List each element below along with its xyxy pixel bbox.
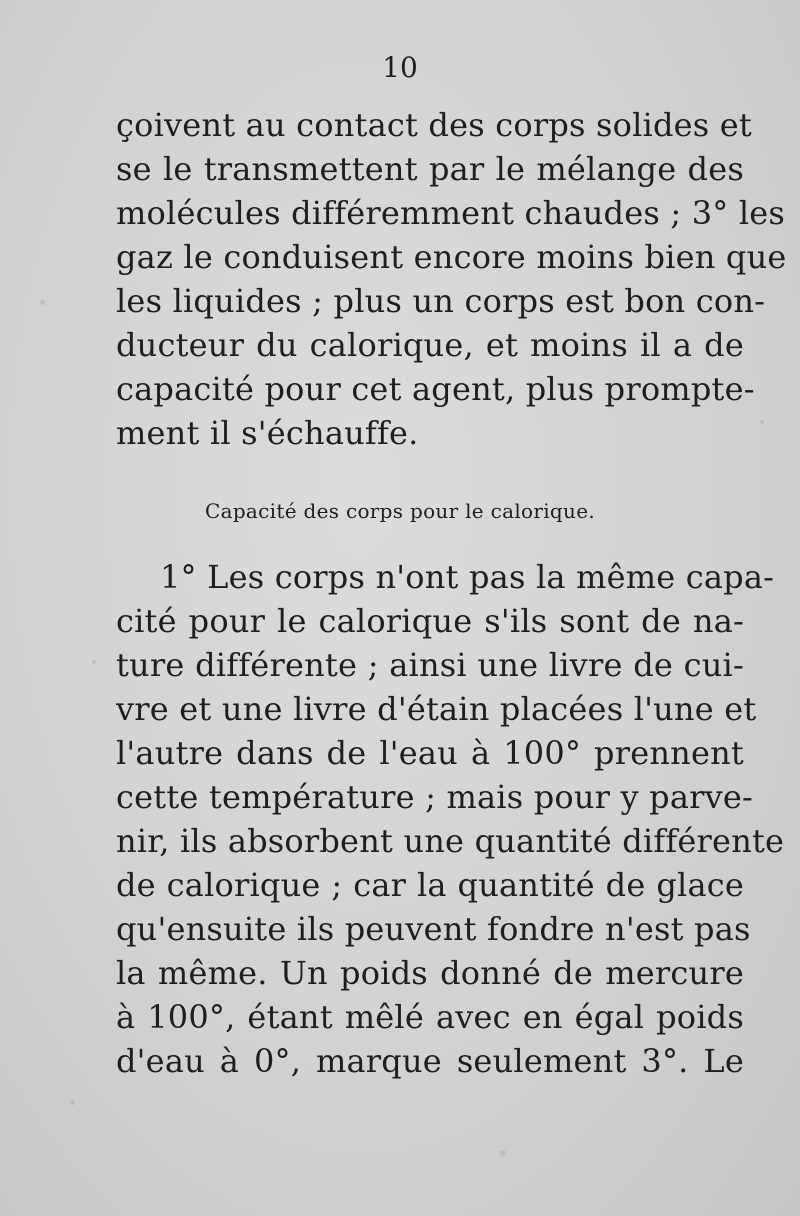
page-number: 10 [382,51,418,84]
text-line: 1° Les corps n'ont pas la même capa- [160,558,775,596]
paper-speck [70,1100,75,1105]
text-line: à 100°, étant mêlé avec en égal poids [116,998,744,1036]
text-line: qu'ensuite ils peuvent fondre n'est pas [116,910,751,948]
text-line: capacité pour cet agent, plus prompte- [116,370,755,408]
text-line: ture différente ; ainsi une livre de cui- [116,646,744,684]
text-line: ducteur du calorique, et moins il a de [116,326,744,364]
section-heading: Capacité des corps pour le calorique. [205,499,595,523]
paper-speck [40,300,45,305]
paper-speck [500,1150,506,1156]
text-line: se le transmettent par le mélange des [116,150,744,188]
text-line: d'eau à 0°, marque seulement 3°. Le [116,1042,744,1080]
text-line: vre et une livre d'étain placées l'une et [116,690,757,728]
text-line: l'autre dans de l'eau à 100° prennent [116,734,744,772]
text-line: de calorique ; car la quantité de glace [116,866,744,904]
text-line: molécules différemment chaudes ; 3° les [116,194,786,232]
text-line: nir, ils absorbent une quantité différente [116,822,785,860]
text-line: ment il s'échauffe. [116,414,419,452]
text-line: gaz le conduisent encore moins bien que [116,238,787,276]
text-line: les liquides ; plus un corps est bon con- [116,282,766,320]
text-line: cette température ; mais pour y parve- [116,778,754,816]
paper-speck [760,420,764,424]
text-line: cité pour le calorique s'ils sont de na- [116,602,744,640]
text-line: çoivent au contact des corps solides et [116,106,752,144]
paper-speck [92,660,96,664]
text-line: la même. Un poids donné de mercure [116,954,744,992]
